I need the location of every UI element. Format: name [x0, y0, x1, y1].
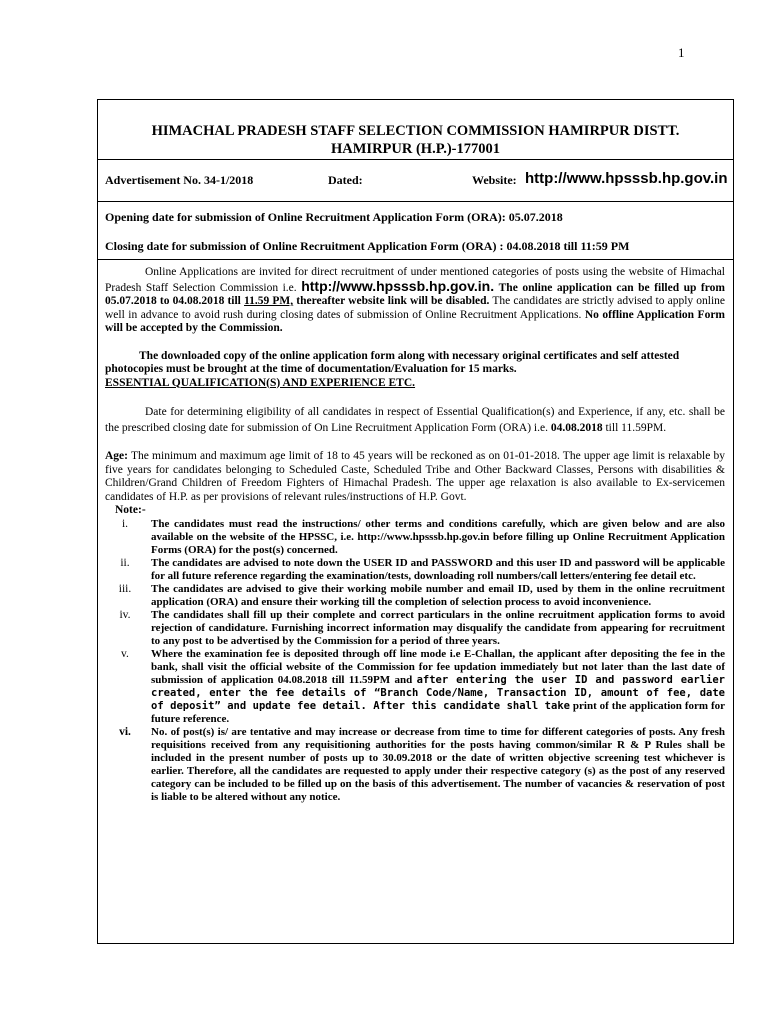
note-text	[151, 648, 725, 726]
advertisement-number: Advertisement No. 34-1/2018	[105, 173, 254, 187]
document-frame	[97, 99, 734, 944]
documentation-paragraph: The downloaded copy of the online application form along with necessary original certificates and self attested photocopies must be brought at the time of documentation/Evaluation for 15 marks.	[105, 349, 680, 375]
header-line-2: HAMIRPUR (H.P.)-177001	[330, 141, 500, 157]
intro-text-c: thereafter website link will be disabled.	[296, 295, 490, 307]
eligibility-text: Date for determining eligibility of all candidates in respect of Essential Qualification(s) and Experience, if any, etc. shall be the prescribed closing date for submission of On Line Recruitment Application Form (ORA) i.e.	[105, 406, 725, 434]
note-text: No. of post(s) is/ are tentative and may increase or decrease from time to time for different categories of posts. Any fresh requisitions received from any requisitioning authorities for the posts having common/similar R & P Rules shall be included in the present number of posts up to 30.09.2018 or the date of written objective screening test whichever is earlier. Therefore, all the candidates are requested to apply under their respective category (s) as the post of any reserved category can be included to be filled up on the basis of this advertisement. The number of vacancies & reservation of post is liable to be altered without any notice.	[151, 725, 725, 803]
note-item	[105, 726, 725, 804]
note-item	[105, 648, 725, 726]
note-item	[105, 557, 725, 583]
website-label: Website:	[472, 173, 517, 187]
note-item	[105, 609, 725, 648]
closing-date: Closing date for submission of Online Recruitment Application Form (ORA) : 04.08.2018 till 11:59 PM	[105, 239, 630, 253]
intro-time: 11.59 PM,	[244, 295, 294, 307]
note-number: iv.	[119, 608, 131, 621]
note-item	[105, 583, 725, 609]
document-body	[105, 266, 725, 804]
opening-date: Opening date for submission of Online Recruitment Application Form (ORA): 05.07.2018	[105, 210, 563, 224]
note-text-part: Where the examination fee is deposited through off line mode i.e E-Challan, the applicant after depositing the fee in the bank, shall visit the official website of the Commission for fee updation immediately but not later than the last date of submission of application 04.08.2018 till 11.59PM and	[151, 647, 725, 686]
intro-text-b: The online application can be filled up from 05.07.2018 to 04.08.2018 till	[105, 281, 725, 307]
advertisement-row	[98, 160, 733, 202]
note-number: i.	[121, 517, 129, 530]
note-item	[105, 518, 725, 557]
note-label: Note:-	[115, 504, 146, 516]
note-number: ii.	[120, 556, 130, 569]
note-number: v.	[121, 647, 129, 660]
age-paragraph	[105, 450, 725, 504]
note-text: The candidates are advised to give their working mobile number and email ID, used by them in the online recruitment application (ORA) and ensure their working till the completion of selection process to avoid inconvenience.	[151, 582, 725, 608]
dated-label: Dated:	[328, 173, 363, 187]
page-number: 1	[678, 45, 685, 60]
intro-paragraph	[105, 266, 725, 336]
commission-header	[98, 100, 733, 160]
intro-website-link[interactable]: http://www.hpsssb.hp.gov.in.	[301, 277, 495, 294]
note-text: The candidates shall fill up their complete and correct particulars in the online recruitment application forms to avoid rejection of candidature. Furnishing incorrect information may disqualify the candidate from appearing for recruitment to any post to be advertised by the Commission for a period of three years.	[151, 608, 725, 647]
note-number: iii.	[118, 582, 132, 595]
website-link[interactable]: http://www.hpsssb.hp.gov.in	[525, 170, 728, 187]
dates-row	[98, 202, 733, 260]
eligibility-paragraph	[105, 404, 725, 436]
age-text: The minimum and maximum age limit of 18 to 45 years will be reckoned as on 01-01-2018. The upper age limit is relaxable by five years for candidates belonging to Scheduled Caste, Scheduled Tribe and Other Backward Classes, Persons with disabilities & Children/Grand Children of Freedom Fighters of Himachal Pradesh. The upper age relaxation is also available to Ex-servicemen candidates of H.P. as per provisions of relevant rules/instructions of H.P. Govt.	[105, 450, 725, 503]
intro-text-e: No offline Application Form will be accepted by the Commission.	[105, 308, 726, 334]
eligibility-date: 04.08.2018	[550, 422, 603, 434]
note-text-mono: after entering the user ID and password earlier created, enter the fee details of “Branch Code/Name, Transaction ID, amount of fee, date of deposit” and update fee detail. After this candidate shall take	[151, 673, 725, 712]
age-label: Age:	[105, 450, 128, 462]
intro-text-a: Online Applications are invited for direct recruitment of under mentioned categories of posts using the website of Himachal Pradesh Staff Selection Commission i.e.	[105, 266, 725, 294]
eligibility-time: till 11.59PM.	[605, 422, 667, 434]
note-text: The candidates are advised to note down the USER ID and PASSWORD and this user ID and password will be applicable for all future reference regarding the examination/tests, downloading roll numbers/call letters/entering fee detail etc.	[151, 556, 725, 582]
intro-text-d: The candidates are strictly advised to apply online well in advance to avoid rush during closing dates of submission of Online Recruitment Applications.	[105, 295, 726, 321]
essential-heading: ESSENTIAL QUALIFICATION(S) AND EXPERIENCE ETC.	[105, 376, 416, 389]
note-number: vi.	[119, 725, 131, 738]
note-text: The candidates must read the instructions/ other terms and conditions carefully, which are given below and are also available on the website of the HPSSC, i.e. http://www.hpsssb.hp.gov.in before filling up Online Recruitment Application Forms (ORA) for the post(s) concerned.	[151, 517, 725, 556]
header-line-1: HIMACHAL PRADESH STAFF SELECTION COMMISSION HAMIRPUR DISTT.	[151, 123, 680, 139]
note-text-end: print of the application form for future reference.	[151, 699, 726, 725]
